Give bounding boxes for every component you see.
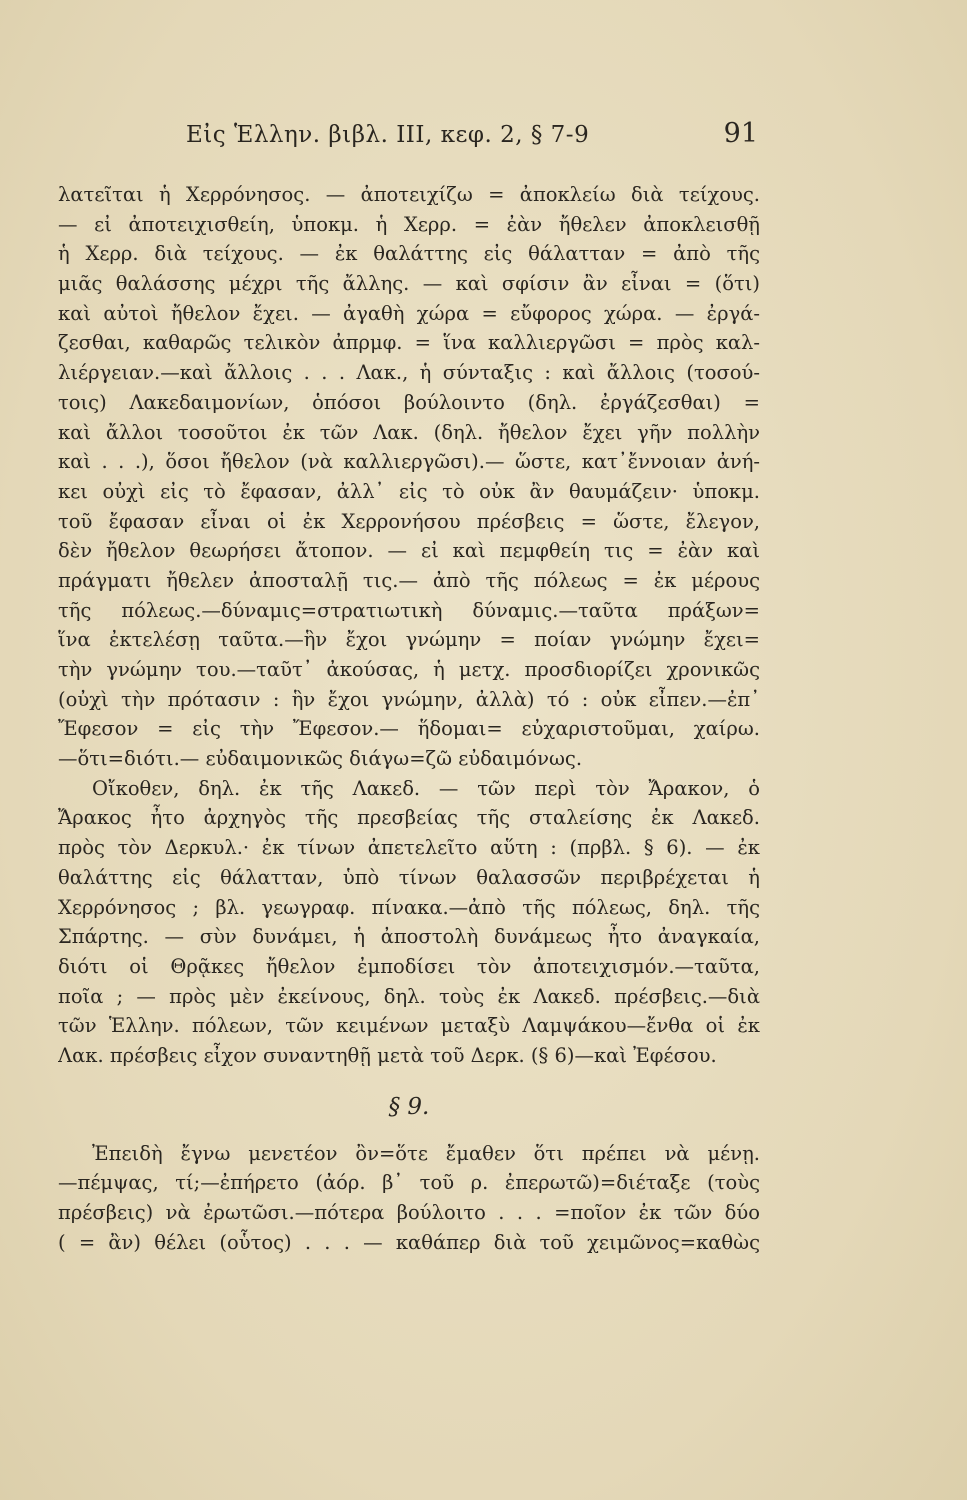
- page-number: 91: [723, 118, 758, 149]
- text-line: ἡ Χερρ. διὰ τείχους. — ἐκ θαλάττης εἰς θάλατταν = ἀπὸ τῆς: [58, 242, 760, 266]
- text-line: Οἴκοθεν, δηλ. ἐκ τῆς Λακεδ. — τῶν περὶ τὸν Ἄρακον, ὁ: [92, 776, 760, 800]
- running-head-title: Εἰς Ἑλλην. βιβλ. ΙΙΙ, κεφ. 2, § 7-9: [186, 122, 590, 148]
- text-line: ποῖα ; — πρὸς μὲν ἐκείνους, δηλ. τοὺς ἐκ Λακεδ. πρέσβεις.—διὰ: [58, 984, 760, 1008]
- text-line: Ἔφεσον = εἰς τὴν Ἔφεσον.— ἥδομαι= εὐχαριστοῦμαι, χαίρω.: [58, 717, 760, 741]
- text-line: Λακ. πρέσβεις εἶχον συναντηθῇ μετὰ τοῦ Δερκ. (§ 6)—καὶ Ἐφέσου.: [58, 1043, 717, 1067]
- section-heading-label: § 9.: [388, 1093, 430, 1120]
- text-line: καὶ αὐτοὶ ἤθελον ἔχει. — ἀγαθὴ χώρα = εὔφορος χώρα. — ἐργά-: [58, 301, 760, 325]
- text-line: καὶ ἄλλοι τοσοῦτοι ἐκ τῶν Λακ. (δηλ. ἤθελον ἔχει γῆν πολλὴν: [58, 420, 760, 444]
- text-line: —πέμψας, τί;—ἐπήρετο (ἀόρ. β᾽ τοῦ ρ. ἐπερωτῶ)=διέταξε (τοὺς: [58, 1171, 760, 1195]
- text-line: ἵνα ἐκτελέσῃ ταῦτα.—ἣν ἔχοι γνώμην = ποίαν γνώμην ἔχει=: [58, 628, 760, 652]
- text-line: πράγματι ἤθελεν ἀποσταλῇ τις.— ἀπὸ τῆς πόλεως = ἐκ μέρους: [58, 568, 760, 592]
- text-line: ( = ἂν) θέλει (οὗτος) . . . — καθάπερ διὰ τοῦ χειμῶνος=καθὼς: [58, 1230, 760, 1254]
- text-line: μιᾶς θαλάσσης μέχρι τῆς ἄλλης. — καὶ σφίσιν ἂν εἶναι = (ὅτι): [58, 272, 760, 296]
- text-line: πρὸς τὸν Δερκυλ.· ἐκ τίνων ἀπετελεῖτο αὕτη : (πρβλ. § 6). — ἐκ: [58, 836, 760, 860]
- body-text: [58, 180, 760, 1257]
- text-line: δὲν ἤθελον θεωρήσει ἄτοπον. — εἰ καὶ πεμφθείη τις = ἐὰν καὶ: [58, 539, 760, 563]
- text-line: ζεσθαι, καθαρῶς τελικὸν ἀπρμφ. = ἵνα καλλιεργῶσι = πρὸς καλ-: [58, 331, 760, 355]
- text-line: Ἐπειδὴ ἔγνω μενετέον ὂν=ὅτε ἔμαθεν ὅτι πρέπει νὰ μένῃ.: [92, 1141, 760, 1165]
- text-line: Χερρόνησος ; βλ. γεωγραφ. πίνακα.—ἀπὸ τῆς πόλεως, δηλ. τῆς: [58, 895, 760, 919]
- text-line: λιέργειαν.—καὶ ἄλλοις . . . Λακ., ἡ σύνταξις : καὶ ἄλλοις (τοσού-: [58, 361, 760, 385]
- text-line: τοις) Λακεδαιμονίων, ὁπόσοι βούλοιντο (δηλ. ἐργάζεσθαι) =: [58, 390, 760, 414]
- text-line: θαλάττης εἰς θάλατταν, ὑπὸ τίνων θαλασσῶν περιβρέχεται ἡ: [58, 865, 760, 889]
- text-line: κει οὐχὶ εἰς τὸ ἔφασαν, ἀλλ᾽ εἰς τὸ οὐκ ἂν θαυμάζειν· ὑποκμ.: [58, 479, 760, 503]
- text-line: τοῦ ἔφασαν εἶναι οἱ ἐκ Χερρονήσου πρέσβεις = ὥστε, ἔλεγον,: [58, 509, 760, 533]
- text-line: διότι οἱ Θρᾷκες ἤθελον ἐμποδίσει τὸν ἀποτειχισμόν.—ταῦτα,: [58, 954, 760, 978]
- text-line: (οὐχὶ τὴν πρότασιν : ἣν ἔχοι γνώμην, ἀλλὰ) τό : οὐκ εἶπεν.—ἐπ᾽: [58, 687, 760, 711]
- text-line: —ὅτι=διότι.— εὐδαιμονικῶς διάγω=ζῶ εὐδαιμόνως.: [58, 747, 583, 771]
- text-line: Σπάρτης. — σὺν δυνάμει, ἡ ἀποστολὴ δυνάμεως ἦτο ἀναγκαία,: [58, 925, 760, 949]
- text-line: τῆς πόλεως.—δύναμις=στρατιωτικὴ δύναμις.—ταῦτα πράξων=: [58, 598, 760, 622]
- text-line: λατεῖται ἡ Χερρόνησος. — ἀποτειχίζω = ἀποκλείω διὰ τείχους.: [58, 183, 760, 206]
- text-line: καὶ . . .), ὅσοι ἤθελον (νὰ καλλιεργῶσι).— ὥστε, κατ᾽ἔννοιαν ἀνή-: [58, 450, 760, 474]
- text-line: τὴν γνώμην του.—ταῦτ᾽ ἀκούσας, ἡ μετχ. προσδιορίζει χρονικῶς: [58, 658, 760, 681]
- text-line: πρέσβεις) νὰ ἐρωτῶσι.—πότερα βούλοιτο . . . =ποῖον ἐκ τῶν δύο: [58, 1201, 760, 1224]
- text-line: — εἰ ἀποτειχισθείη, ὑποκμ. ἡ Χερρ. = ἐὰν ἤθελεν ἀποκλεισθῇ: [58, 212, 760, 236]
- text-line: τῶν Ἑλλην. πόλεων, τῶν κειμένων μεταξὺ Λαμψάκου—ἔνθα οἱ ἐκ: [58, 1014, 760, 1038]
- text-line: Ἄρακος ἦτο ἀρχηγὸς τῆς πρεσβείας τῆς σταλείσης ἐκ Λακεδ.: [58, 806, 760, 830]
- running-head: [58, 118, 758, 158]
- section-heading: [58, 1075, 760, 1139]
